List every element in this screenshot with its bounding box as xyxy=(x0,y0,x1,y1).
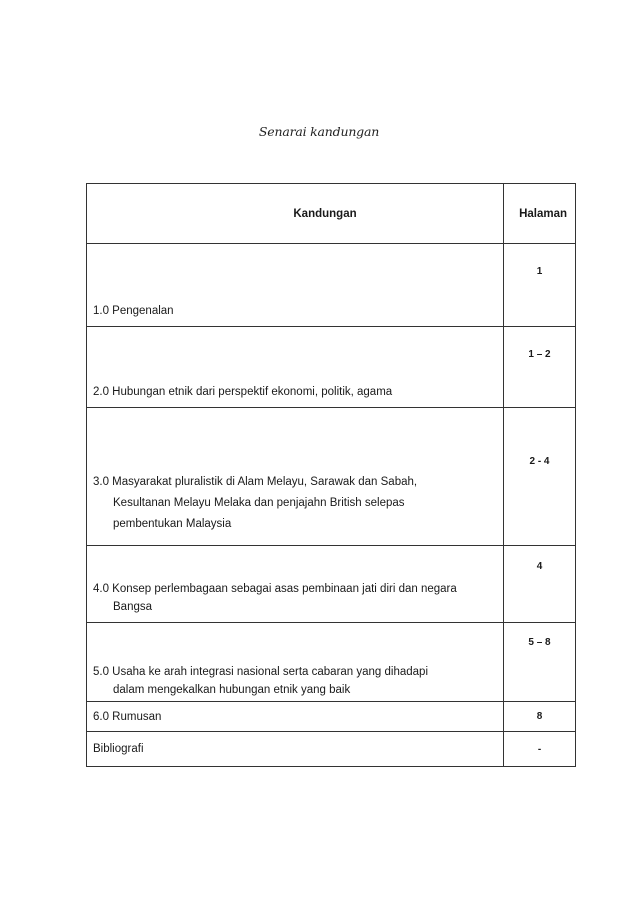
table-header-row xyxy=(87,184,576,244)
page-title: Senarai kandungan xyxy=(258,124,380,139)
header-page: Halaman xyxy=(504,184,576,244)
toc-page-number: 8 xyxy=(504,702,576,732)
toc-page-number: 5 – 8 xyxy=(504,623,576,702)
toc-row xyxy=(87,702,576,732)
toc-entry-line: 6.0 Rumusan xyxy=(93,710,162,723)
toc-row xyxy=(87,732,576,767)
toc-entry-line: 2.0 Hubungan etnik dari perspektif ekonomi, politik, agama xyxy=(93,386,393,398)
toc-entry-line: dalam mengekalkan hubungan etnik yang baik xyxy=(113,684,351,696)
toc-entry-line: Bangsa xyxy=(113,601,153,613)
toc-page-number: - xyxy=(504,732,576,767)
toc-entry-line: Bibliografi xyxy=(93,743,144,755)
toc-entry xyxy=(87,732,504,767)
toc-entry-line: pembentukan Malaysia xyxy=(113,518,232,530)
header-content: Kandungan xyxy=(87,184,504,244)
toc-entry-line: 1.0 Pengenalan xyxy=(93,305,174,317)
toc-page-number: 4 xyxy=(504,546,576,623)
toc-entry-line: 5.0 Usaha ke arah integrasi nasional serta cabaran yang dihadapi xyxy=(93,666,428,678)
toc-page-number: 1 xyxy=(504,244,576,327)
toc-entry-line: Kesultanan Melayu Melaka dan penjajahn British selepas xyxy=(113,497,405,509)
toc-entry xyxy=(87,546,504,623)
toc-entry xyxy=(87,623,504,702)
toc-page-number: 1 – 2 xyxy=(504,327,576,408)
toc-row xyxy=(87,327,576,408)
toc-row xyxy=(87,408,576,546)
toc-entry xyxy=(87,244,504,327)
toc-entry-line: 4.0 Konsep perlembagaan sebagai asas pembinaan jati diri dan negara xyxy=(93,583,457,595)
toc-entry xyxy=(87,702,504,732)
table-of-contents xyxy=(86,183,576,767)
toc-row xyxy=(87,623,576,702)
toc-entry xyxy=(87,327,504,408)
toc-row xyxy=(87,546,576,623)
toc-entry xyxy=(87,408,504,546)
toc-entry-line: 3.0 Masyarakat pluralistik di Alam Melayu, Sarawak dan Sabah, xyxy=(93,476,418,488)
toc-page-number: 2 - 4 xyxy=(504,408,576,546)
toc-row xyxy=(87,244,576,327)
